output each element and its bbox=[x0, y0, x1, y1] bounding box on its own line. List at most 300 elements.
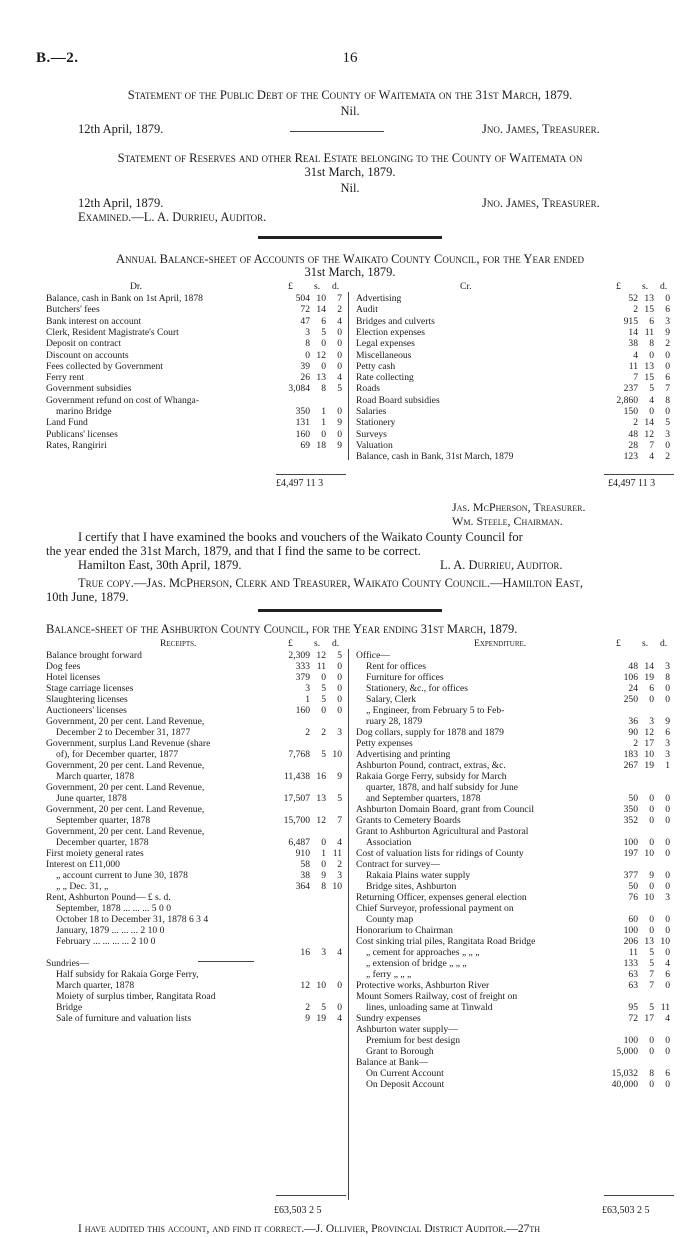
waikato-true-copy-line2: 10th June, 1879. bbox=[46, 590, 129, 604]
amount-pounds: 72 bbox=[628, 1013, 638, 1024]
amount-pounds: 350 bbox=[623, 804, 638, 815]
waikato-column-divider bbox=[348, 292, 349, 460]
amount-pence: 0 bbox=[665, 1079, 670, 1090]
amount-shillings: 10 bbox=[316, 980, 326, 991]
amount-pence: 0 bbox=[337, 980, 342, 991]
amount-shillings: 1 bbox=[321, 406, 326, 417]
amount-shillings: 0 bbox=[321, 360, 326, 372]
amount-shillings: 7 bbox=[649, 439, 654, 451]
ledger-row-label: Government, 20 per cent. Land Revenue, bbox=[46, 826, 205, 837]
amount-shillings: 12 bbox=[316, 349, 326, 361]
ledger-row-label: Association bbox=[366, 837, 412, 848]
ledger-row bbox=[356, 804, 600, 815]
amount-pounds: 2 bbox=[633, 417, 638, 429]
ledger-row bbox=[356, 440, 600, 451]
amount-pounds: 3 bbox=[305, 683, 310, 694]
amount-pence: 0 bbox=[337, 338, 342, 350]
ledger-row bbox=[356, 881, 600, 892]
ledger-row-label: „ ferry „ „ „ bbox=[366, 969, 412, 980]
ledger-row-label: Bridge bbox=[56, 1002, 83, 1013]
amount-pounds: 206 bbox=[623, 936, 638, 947]
amount-pounds: 183 bbox=[623, 749, 638, 760]
amount-pence: 2 bbox=[665, 338, 670, 350]
amount-shillings: 0 bbox=[649, 1035, 654, 1046]
ledger-row bbox=[356, 859, 600, 870]
amount-shillings: 0 bbox=[649, 815, 654, 826]
amount-pounds: 352 bbox=[623, 815, 638, 826]
ledger-row bbox=[356, 683, 600, 694]
amount-shillings: 14 bbox=[644, 417, 654, 429]
ledger-row-label: Land Fund bbox=[46, 417, 88, 429]
amount-pounds: 250 bbox=[623, 694, 638, 705]
amount-shillings: 0 bbox=[649, 837, 654, 848]
ledger-row-label: Cost sinking trial piles, Rangitata Road Bridge bbox=[356, 936, 536, 947]
amount-shillings: 8 bbox=[649, 338, 654, 350]
ledger-row bbox=[356, 837, 600, 848]
amount-pence: 4 bbox=[337, 837, 342, 848]
ledger-row bbox=[46, 293, 274, 304]
waikato-true-copy-line1: True copy.—Jas. McPherson, Clerk and Treasurer, Waikato County Council.—Hamilton East, bbox=[78, 576, 583, 590]
amount-shillings: 12 bbox=[644, 727, 654, 738]
debt-signature: Jno. James, Treasurer. bbox=[482, 122, 600, 136]
amount-shillings: 12 bbox=[644, 428, 654, 440]
ledger-row-label: Sundry expenses bbox=[356, 1013, 421, 1024]
waikato-cr-total-rule bbox=[604, 474, 674, 475]
ledger-row bbox=[46, 947, 274, 958]
ledger-row-label: quarter, 1878, and half subsidy for June bbox=[366, 782, 519, 793]
ledger-row bbox=[356, 383, 600, 394]
ledger-row-label: Salary, Clerk bbox=[366, 694, 416, 705]
ledger-row-label: Valuation bbox=[356, 439, 393, 451]
ledger-row bbox=[356, 1057, 600, 1068]
ledger-row-label: Government, 20 per cent. Land Revenue, bbox=[46, 760, 205, 771]
amount-pounds: 69 bbox=[300, 439, 310, 451]
amount-shillings: 18 bbox=[316, 439, 326, 451]
section-rule-1 bbox=[258, 236, 442, 239]
amount-pence: 9 bbox=[337, 771, 342, 782]
ledger-row-label: Stage carriage licenses bbox=[46, 683, 134, 694]
amount-pounds: 47 bbox=[300, 315, 310, 327]
ledger-row-label: Half subsidy for Rakaia Gorge Ferry, bbox=[56, 969, 199, 980]
amount-shillings: 10 bbox=[644, 848, 654, 859]
ledger-row bbox=[46, 727, 274, 738]
ledger-row-label: September, 1878 ... ... ... 5 0 0 bbox=[56, 903, 171, 914]
amount-pounds: 6,487 bbox=[288, 837, 310, 848]
ledger-row bbox=[356, 661, 600, 672]
ledger-row bbox=[356, 694, 600, 705]
ledger-row-label: ruary 28, 1879 bbox=[366, 716, 423, 727]
ledger-row-label: and September quarters, 1878 bbox=[366, 793, 481, 804]
ledger-row bbox=[356, 705, 600, 716]
amount-shillings: 13 bbox=[644, 936, 654, 947]
amount-pence: 5 bbox=[665, 417, 670, 429]
ledger-row bbox=[46, 705, 274, 716]
amount-shillings: 5 bbox=[321, 1002, 326, 1013]
amount-pence: 3 bbox=[665, 428, 670, 440]
amount-pence: 2 bbox=[665, 451, 670, 463]
ledger-row-label: Advertising and printing bbox=[356, 749, 451, 760]
ledger-row-label: Ashburton Pound, contract, extras, &c. bbox=[356, 760, 506, 771]
amount-pence: 0 bbox=[337, 326, 342, 338]
amount-pence: 6 bbox=[665, 1068, 670, 1079]
ledger-row-label: Bridge sites, Ashburton bbox=[366, 881, 457, 892]
amount-pence: 0 bbox=[337, 683, 342, 694]
ledger-row-label: Rent for offices bbox=[366, 661, 427, 672]
ledger-row bbox=[46, 361, 274, 372]
reserves-title-line2: 31st March, 1879. bbox=[304, 165, 396, 179]
ledger-row-label: Balance brought forward bbox=[46, 650, 142, 661]
amount-pounds: 377 bbox=[623, 870, 638, 881]
ledger-row bbox=[356, 1046, 600, 1057]
ledger-row-label: Sundries— bbox=[46, 958, 90, 969]
amount-shillings: 0 bbox=[649, 349, 654, 361]
ledger-row bbox=[356, 672, 600, 683]
amount-shillings: 8 bbox=[321, 881, 326, 892]
debt-title: Statement of the Public Debt of the County of Waitemata on the 31st March, 1879. bbox=[127, 88, 573, 102]
amount-pounds: 150 bbox=[623, 406, 638, 417]
amount-pence: 3 bbox=[665, 315, 670, 327]
ledger-row bbox=[356, 406, 600, 417]
ledger-row bbox=[356, 892, 600, 903]
ledger-row-label: Bridges and culverts bbox=[356, 315, 435, 327]
ashburton-audit-line: I have audited this account, and find it correct.—J. Ollivier, Provincial District Auditor.—27th bbox=[78, 1223, 541, 1235]
waikato-chairman: Wm. Steele, Chairman. bbox=[452, 514, 563, 528]
ledger-row bbox=[46, 316, 274, 327]
amount-shillings: 5 bbox=[649, 958, 654, 969]
amount-pounds: 38 bbox=[300, 870, 310, 881]
ledger-row-label: Surveys bbox=[356, 428, 387, 440]
amount-pence: 3 bbox=[665, 738, 670, 749]
amount-shillings: 7 bbox=[649, 969, 654, 980]
amount-pence: 0 bbox=[665, 349, 670, 361]
amount-shillings: 1 bbox=[321, 417, 326, 429]
ledger-row bbox=[356, 1068, 600, 1079]
amount-pence: 2 bbox=[337, 304, 342, 316]
ledger-row bbox=[356, 395, 600, 406]
amount-pounds: 2,309 bbox=[288, 650, 310, 661]
ledger-row-label: County map bbox=[366, 914, 414, 925]
amount-pence: 5 bbox=[337, 650, 342, 661]
amount-pence: 9 bbox=[665, 716, 670, 727]
amount-pounds: 3 bbox=[305, 326, 310, 338]
amount-pence: 0 bbox=[665, 914, 670, 925]
reserves-examined: Examined.—L. A. Durrieu, Auditor. bbox=[78, 210, 267, 224]
amount-pounds: 2,860 bbox=[616, 394, 638, 406]
amount-pounds: 95 bbox=[628, 1002, 638, 1013]
amount-pounds: 50 bbox=[628, 881, 638, 892]
ledger-row-label: March quarter, 1878 bbox=[56, 771, 135, 782]
amount-pence: 1 bbox=[665, 760, 670, 771]
amount-pence: 7 bbox=[665, 383, 670, 395]
page-reference: B.—2. bbox=[36, 50, 79, 66]
amount-pounds: 267 bbox=[623, 760, 638, 771]
waikato-title-line2: 31st March, 1879. bbox=[304, 265, 396, 279]
waikato-certify-line1: I certify that I have examined the books and vouchers of the Waikato County Council for bbox=[78, 530, 523, 544]
ledger-row bbox=[46, 991, 274, 1002]
ledger-row bbox=[46, 440, 274, 451]
ledger-row-label: Grants to Cemetery Boards bbox=[356, 815, 461, 826]
amount-pence: 0 bbox=[665, 947, 670, 958]
amount-shillings: 19 bbox=[316, 1013, 326, 1024]
amount-shillings: 10 bbox=[644, 749, 654, 760]
ledger-row bbox=[46, 782, 274, 793]
ledger-row-label: Dog collars, supply for 1878 and 1879 bbox=[356, 727, 504, 738]
ledger-row-label: Rent, Ashburton Pound— £ s. d. bbox=[46, 892, 171, 903]
ledger-row bbox=[46, 914, 274, 925]
amount-pence: 3 bbox=[337, 870, 342, 881]
ledger-row-label: Rakaia Plains water supply bbox=[366, 870, 471, 881]
debt-date: 12th April, 1879. bbox=[78, 122, 164, 136]
amount-pounds: 333 bbox=[295, 661, 310, 672]
ledger-row bbox=[46, 804, 274, 815]
ledger-row bbox=[46, 848, 274, 859]
amount-pounds: 76 bbox=[628, 892, 638, 903]
ledger-row bbox=[46, 958, 274, 969]
amount-pounds: 106 bbox=[623, 672, 638, 683]
ledger-row bbox=[356, 1013, 600, 1024]
amount-pounds: 133 bbox=[623, 958, 638, 969]
amount-pence: 0 bbox=[665, 360, 670, 372]
ledger-row bbox=[46, 1013, 274, 1024]
amount-pence: 0 bbox=[665, 815, 670, 826]
ledger-row bbox=[356, 1024, 600, 1035]
amount-pence: 6 bbox=[665, 727, 670, 738]
amount-pence: 10 bbox=[660, 936, 670, 947]
amount-shillings: 5 bbox=[649, 947, 654, 958]
amount-shillings: 0 bbox=[649, 793, 654, 804]
ledger-row bbox=[356, 738, 600, 749]
amount-pounds: 48 bbox=[628, 428, 638, 440]
amount-pounds: 4 bbox=[633, 349, 638, 361]
ledger-row bbox=[46, 969, 274, 980]
page-number: 16 bbox=[342, 50, 358, 66]
ledger-row bbox=[356, 826, 600, 837]
amount-pence: 0 bbox=[665, 925, 670, 936]
ashburton-receipts-heading: Receipts. bbox=[160, 638, 197, 649]
amount-pence: 4 bbox=[337, 1013, 342, 1024]
amount-shillings: 3 bbox=[321, 947, 326, 958]
amount-shillings: 0 bbox=[649, 881, 654, 892]
ledger-row-label: Government refund on cost of Whanga- bbox=[46, 394, 200, 406]
ledger-row bbox=[356, 1079, 600, 1090]
amount-pence: 11 bbox=[660, 1002, 670, 1013]
amount-pounds: 7 bbox=[633, 372, 638, 384]
ledger-row-label: Grant to Borough bbox=[366, 1046, 434, 1057]
amount-pence: 4 bbox=[337, 315, 342, 327]
amount-shillings: 0 bbox=[649, 1079, 654, 1090]
amount-shillings: 19 bbox=[644, 760, 654, 771]
amount-pence: 0 bbox=[665, 837, 670, 848]
ledger-row bbox=[356, 293, 600, 304]
ledger-row bbox=[356, 969, 600, 980]
amount-pounds: 52 bbox=[628, 293, 638, 304]
amount-shillings: 15 bbox=[644, 304, 654, 316]
amount-shillings: 4 bbox=[649, 394, 654, 406]
amount-pounds: 100 bbox=[623, 837, 638, 848]
amount-shillings: 9 bbox=[649, 870, 654, 881]
amount-pence: 5 bbox=[337, 383, 342, 395]
ledger-row bbox=[46, 372, 274, 383]
ledger-row bbox=[356, 848, 600, 859]
amount-shillings: 12 bbox=[316, 650, 326, 661]
amount-shillings: 13 bbox=[644, 293, 654, 304]
amount-pounds: 60 bbox=[628, 914, 638, 925]
waikato-certify-line2: the year ended the 31st March, 1879, and that I find the same to be correct. bbox=[46, 544, 421, 558]
amount-shillings: 5 bbox=[321, 683, 326, 694]
ledger-row bbox=[46, 716, 274, 727]
ledger-row bbox=[46, 870, 274, 881]
ledger-row-label: December 2 to December 31, 1877 bbox=[56, 727, 191, 738]
waikato-auditor: L. A. Durrieu, Auditor. bbox=[440, 558, 563, 572]
amount-pounds: 2 bbox=[633, 738, 638, 749]
ledger-row bbox=[356, 782, 600, 793]
amount-pounds: 2 bbox=[633, 304, 638, 316]
amount-shillings: 0 bbox=[649, 925, 654, 936]
amount-shillings: 6 bbox=[321, 315, 326, 327]
amount-pounds: 63 bbox=[628, 969, 638, 980]
ledger-row-label: Legal expenses bbox=[356, 338, 415, 350]
ledger-row bbox=[46, 892, 274, 903]
amount-shillings: 15 bbox=[644, 372, 654, 384]
ledger-row bbox=[46, 738, 274, 749]
ledger-row bbox=[356, 870, 600, 881]
ledger-row-label: Stationery bbox=[356, 417, 396, 429]
ledger-row-label: Audit bbox=[356, 304, 378, 316]
ledger-row bbox=[46, 793, 274, 804]
amount-pence: 4 bbox=[337, 372, 342, 384]
document-page: B.—2. 16 Statement of the Public Debt of the County of Waitemata on the 31st March, 1879. Nil. 12th April, 1879. Jno. James, Treasurer. Statement of Reserves and other Real Estate belonging to the County of Waitemata on 31st March, 1879. Nil. 12th April, 1879. Jno. James, Treasurer. Examined.—L. A. Durrieu, Auditor. Annual Balance-sheet of Accounts of the Waikato County Council, for the Year ended 31st March, 1879. Dr. Cr. £ s. d. £ s. d. Balance, cash in Bank on 1st April, 1878 504 10 7 Butchers' fees 72 14 2 Bank interest on account 47 6 4 Clerk, Resident Magistrate's Court 3 5 0 Deposit on contract 8 0 0 Discount on accounts 0 12 0 Fees collected by Government 39 0 0 Ferry rent 26 13 4 Government subsidies 3,084 8 5 Government refund on cost of Whanga- marino Bridge 350 1 0 Land Fund 131 1 9 Publicans' licenses 160 0 0 Rates, Rangiriri 69 18 9 Advertising 52 13 0 Audit 2 15 6 Bridges and culverts 915 6 3 Election expenses 14 11 9 Legal expenses 38 8 2 Miscellaneous 4 0 0 Petty cash 11 13 0 Rate collecting 7 15 6 Roads 237 5 7 Road Board subsidies 2,860 4 8 Salaries 150 0 0 Stationery 2 14 5 Surveys 48 12 3 Valuation 28 7 0 Balance, cash in Bank, 31st March, 1879 123 4 2 £4,497 11 3 £4,497 11 3 Jas. McPherson, Treasurer. Wm. Steele, Chairman. I certify that I have examined the books and vouchers of the Waikato County Council for the year ended the 31st March, 1879, and that I find the same to be correct. Hamilton East, 30th April, 1879. L. A. Durrieu, Auditor. True copy.—Jas. McPherson, Clerk and Treasurer, Waikato County Council.—Hamilton East, 10th June, 1879. Balance-sheet of the Ashburton County Council, for the Year ending 31st March, 1879. Receipts. Expenditure. £ s. d. £ s. d. Balance brought forward 2,309 12 5 Dog fees 333 11 0 Hotel licenses 379 0 0 Stage carriage licenses 3 5 0 Slaughtering licenses 1 5 0 Auctioneers' licenses 160 0 0 Government, 20 per cent. Land Revenue, December 2 to December 31, 1877 2 2 3 Government, surplus Land Revenue (share of), for December quarter, 1877 7,768 5 10 Government, 20 per cent. Land Revenue, March quarter, 1878 11,438 16 9 Government, 20 per cent. Land Revenue, June quarter, 1878 17,507 13 5 Government, 20 per cent. Land Revenue, September quarter, 1878 15,700 12 7 Government, 20 per cent. Land Revenue, December quarter, 1878 6,487 0 4 First moiety general rates 910 1 11 Interest on £11,000 58 0 2 „ account current to June 30, 1878 38 9 3 „ „ Dec. 31, „ 364 8 10 Rent, Ashburton Pound— £ s. d. September, 1878 ... ... ... 5 0 0 October 18 to December 31, 1878 6 3 4 January, 1879 ... ... ... 2 10 0 February ... ... ... ... 2 10 0 16 3 4 Sundries— Half subsidy for Rakaia Gorge Ferry, March quarter, 1878 12 10 0 Moiety of surplus timber, Rangitata Road Bridge 2 5 0 Sale of furniture and valuation lists 9 19 4 Office— Rent for offices 48 14 3 Furniture for offices 106 19 8 Stationery, &c., for offices 24 6 0 Salary, Clerk 250 0 0 „ Engineer, from February 5 to Feb- ruary 28, 1879 36 3 9 Dog collars, supply for 1878 and 1879 90 12 6 Petty expenses 2 17 3 Advertising and printing 183 10 3 Ashburton Pound, contract, extras, &c. 267 19 1 Rakaia Gorge Ferry, subsidy for March quarter, 1878, and half subsidy for June and September quarters, 1878 50 0 0 Ashburton Domain Board, grant from Council 350 0 0 Grants to Cemetery Boards 352 0 0 Grant to Ashburton Agricultural and Pastoral Association 100 0 0 Cost of valuation lists for ridings of County 197 10 0 Contract for survey— Rakaia Plains water supply 377 9 0 Bridge sites, Ashburton 50 0 0 Returning Officer, expenses general election 76 10 3 Chief Surveyor, professional payment on County map 60 0 0 Honorarium to Chairman 100 0 0 Cost sinking trial piles, Rangitata Road Bridge 206 13 10 „ cement for approaches „ „ „ 11 5 0 „ extension of bridge „ „ „ 133 5 4 „ ferry „ „ „ 63 7 6 Protective works, Ashburton River 63 7 0 Mount Somers Railway, cost of freight on lines, unloading same at Tinwald 95 5 11 Sundry expenses 72 17 4 Ashburton water supply— Premium for best design 100 0 0 Grant to Borough 5,000 0 0 Balance at Bank— On Current Account 15,032 8 6 On Deposit Account 40,000 0 0 £63,503 2 5 £63,503 2 5 I have audited this account, and find it correct.—J. Ollivier, Provincial District Auditor.—27th bbox=[0, 0, 700, 1236]
amount-pounds: 123 bbox=[623, 451, 638, 463]
ledger-row bbox=[46, 406, 274, 417]
ledger-row bbox=[356, 947, 600, 958]
ledger-row bbox=[46, 936, 274, 947]
ledger-row bbox=[46, 771, 274, 782]
ashburton-expenditure-total-rule bbox=[604, 1195, 674, 1196]
ledger-row-label: Balance, cash in Bank on 1st April, 1878 bbox=[46, 293, 203, 304]
ledger-row-label: Premium for best design bbox=[366, 1035, 461, 1046]
ledger-row-label: Government, 20 per cent. Land Revenue, bbox=[46, 804, 205, 815]
waikato-dr-heading: Dr. bbox=[130, 281, 142, 292]
amount-pounds: 40,000 bbox=[611, 1079, 638, 1090]
amount-pence: 0 bbox=[337, 672, 342, 683]
amount-shillings: 0 bbox=[321, 859, 326, 870]
ledger-row-label: Bank interest on account bbox=[46, 315, 142, 327]
amount-shillings: 16 bbox=[316, 771, 326, 782]
waikato-treasurer: Jas. McPherson, Treasurer. bbox=[452, 500, 586, 514]
amount-pounds: 197 bbox=[623, 848, 638, 859]
waikato-cr-heading: Cr. bbox=[460, 281, 472, 292]
amount-shillings: 5 bbox=[321, 749, 326, 760]
ledger-row-label: „ account current to June 30, 1878 bbox=[56, 870, 188, 881]
amount-pence: 0 bbox=[337, 349, 342, 361]
ledger-row-label: October 18 to December 31, 1878 6 3 4 bbox=[56, 914, 209, 925]
amount-pounds: 14 bbox=[628, 326, 638, 338]
amount-pounds: 38 bbox=[628, 338, 638, 350]
amount-shillings: 6 bbox=[649, 683, 654, 694]
ledger-row-label: Protective works, Ashburton River bbox=[356, 980, 490, 991]
amount-pounds: 910 bbox=[295, 848, 310, 859]
amount-pence: 0 bbox=[337, 661, 342, 672]
ledger-row-label: Balance, cash in Bank, 31st March, 1879 bbox=[356, 451, 514, 463]
amount-pence: 0 bbox=[665, 980, 670, 991]
amount-pence: 4 bbox=[665, 958, 670, 969]
ledger-row bbox=[356, 925, 600, 936]
amount-shillings: 4 bbox=[649, 451, 654, 463]
amount-shillings: 6 bbox=[649, 315, 654, 327]
ledger-row-label: Government, 20 per cent. Land Revenue, bbox=[46, 716, 205, 727]
ledger-row bbox=[46, 760, 274, 771]
ledger-row bbox=[356, 361, 600, 372]
ledger-row bbox=[46, 304, 274, 315]
ledger-row bbox=[46, 694, 274, 705]
amount-shillings: 14 bbox=[316, 304, 326, 316]
amount-pence: 0 bbox=[665, 406, 670, 417]
amount-shillings: 11 bbox=[644, 326, 654, 338]
ledger-row-label: Road Board subsidies bbox=[356, 394, 440, 406]
amount-shillings: 0 bbox=[321, 338, 326, 350]
amount-shillings: 0 bbox=[649, 804, 654, 815]
amount-shillings: 11 bbox=[316, 661, 326, 672]
amount-pounds: 16 bbox=[300, 947, 310, 958]
ledger-row-label: December quarter, 1878 bbox=[56, 837, 149, 848]
ledger-row bbox=[46, 327, 274, 338]
debt-nil: Nil. bbox=[340, 104, 360, 118]
amount-shillings: 0 bbox=[649, 1046, 654, 1057]
amount-shillings: 12 bbox=[316, 815, 326, 826]
amount-shillings: 9 bbox=[321, 870, 326, 881]
ledger-row-label: March quarter, 1878 bbox=[56, 980, 135, 991]
amount-shillings: 0 bbox=[649, 914, 654, 925]
amount-pounds: 58 bbox=[300, 859, 310, 870]
ledger-row-label: Petty expenses bbox=[356, 738, 413, 749]
ledger-row bbox=[356, 914, 600, 925]
ledger-row-label: „ „ Dec. 31, „ bbox=[56, 881, 109, 892]
amount-pence: 8 bbox=[665, 394, 670, 406]
amount-pence: 0 bbox=[337, 406, 342, 417]
amount-pounds: 12 bbox=[300, 980, 310, 991]
ledger-row-label: Clerk, Resident Magistrate's Court bbox=[46, 326, 179, 338]
amount-pence: 11 bbox=[332, 848, 342, 859]
amount-pounds: 237 bbox=[623, 383, 638, 395]
amount-pence: 6 bbox=[665, 969, 670, 980]
ledger-row-label: Rates, Rangiriri bbox=[46, 439, 107, 451]
waikato-cr-total: £4,497 11 3 bbox=[608, 478, 656, 489]
amount-pence: 5 bbox=[337, 793, 342, 804]
amount-pounds: 15,032 bbox=[611, 1068, 638, 1079]
ledger-row bbox=[356, 749, 600, 760]
ledger-row-label: Publicans' licenses bbox=[46, 428, 118, 440]
ledger-row bbox=[46, 683, 274, 694]
ledger-row bbox=[356, 980, 600, 991]
ashburton-expenditure-heading: Expenditure. bbox=[474, 638, 527, 649]
ledger-row bbox=[356, 650, 600, 661]
ledger-row-label: „ cement for approaches „ „ „ bbox=[366, 947, 480, 958]
ledger-row-label: Election expenses bbox=[356, 326, 425, 338]
amount-pounds: 26 bbox=[300, 372, 310, 384]
ledger-row-label: Ashburton water supply— bbox=[356, 1024, 458, 1035]
amount-pence: 0 bbox=[665, 293, 670, 304]
amount-pounds: 9 bbox=[305, 1013, 310, 1024]
amount-pounds: 28 bbox=[628, 439, 638, 451]
amount-pounds: 160 bbox=[295, 428, 310, 440]
amount-pounds: 2 bbox=[305, 727, 310, 738]
waikato-dr-total: £4,497 11 3 bbox=[276, 478, 324, 489]
amount-pounds: 11,438 bbox=[283, 771, 310, 782]
amount-shillings: 13 bbox=[316, 372, 326, 384]
ledger-row bbox=[46, 826, 274, 837]
amount-pounds: 17,507 bbox=[283, 793, 310, 804]
ledger-row bbox=[46, 980, 274, 991]
